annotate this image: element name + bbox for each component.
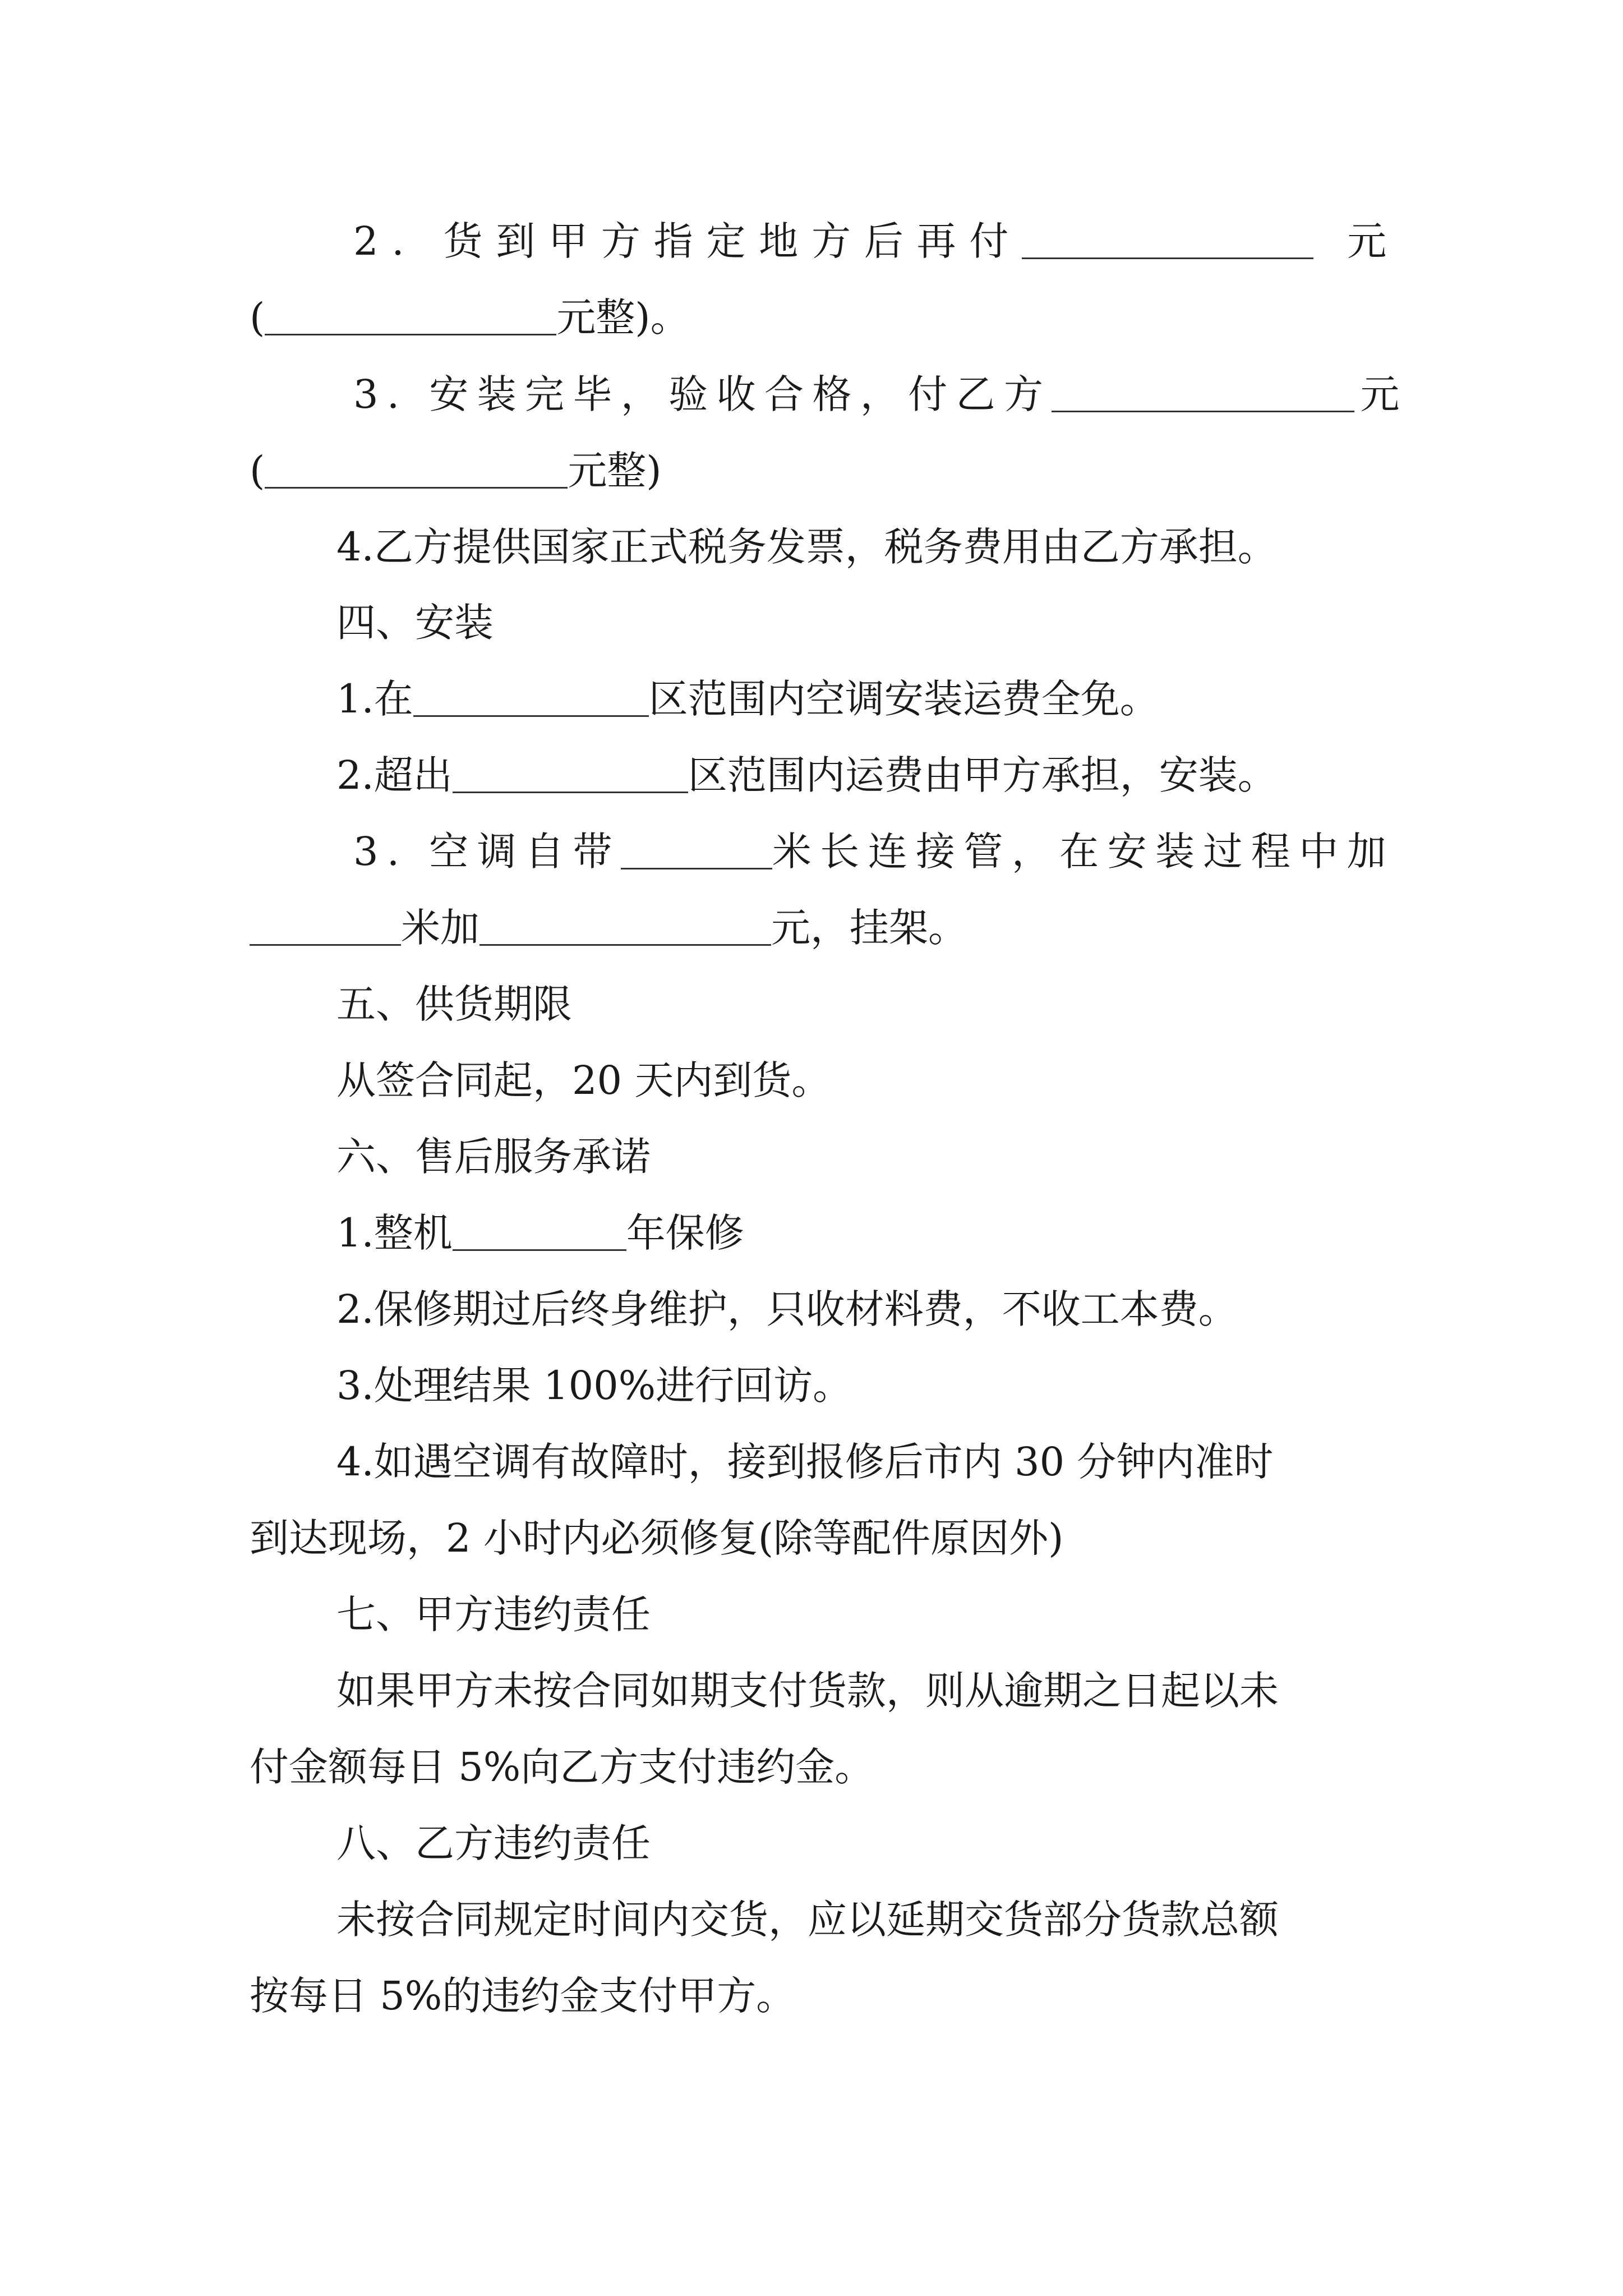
- unit-text: 元整)。: [556, 295, 690, 341]
- region-blank: [413, 676, 649, 717]
- section-7-text-line-2: [250, 1740, 1382, 1794]
- clause-text: 1.整机: [336, 1210, 453, 1256]
- clause-text: 4.乙方提供国家正式税务发票，税务费用由乙方承担。: [336, 524, 1277, 570]
- clause-4-2: [336, 748, 1382, 802]
- extra-cost-blank: [479, 905, 771, 946]
- section-7-text-line-1: [336, 1664, 1382, 1718]
- clause-text: 2.超出: [336, 752, 453, 798]
- clause-4-3-line-1: [353, 825, 1395, 878]
- section-title-text: 四、安装: [336, 600, 494, 646]
- clause-3-3-line-2: [250, 444, 1382, 498]
- warranty-years-blank: [453, 1210, 626, 1251]
- section-8-text-line-1: [336, 1893, 1382, 1947]
- clause-text: 如果甲方未按合同如期支付货款，则从逾期之日起以未: [336, 1668, 1279, 1714]
- clause-text: 区范围内运费由甲方承担，安装。: [688, 752, 1277, 798]
- clause-text: 2. 货到甲方指定地方后再付: [353, 218, 1022, 264]
- clause-text: 未按合同规定时间内交货，应以延期交货部分货款总额: [336, 1897, 1279, 1943]
- clause-text: 1.在: [336, 676, 413, 722]
- clause-3-3-line-1: [353, 367, 1400, 421]
- paren-open: (: [250, 448, 265, 494]
- clause-6-1: [336, 1206, 1382, 1260]
- section-4-title: [336, 596, 1382, 650]
- section-5-text: [336, 1053, 1382, 1107]
- section-title-text: 六、售后服务承诺: [336, 1134, 651, 1180]
- clause-text: 年保修: [626, 1210, 744, 1256]
- clause-text: 从签合同起，20 天内到货。: [336, 1057, 831, 1103]
- unit-text: 元: [1347, 218, 1387, 264]
- clause-4-1: [336, 672, 1382, 726]
- amount-words-blank: [265, 448, 568, 489]
- clause-text: 3.处理结果 100%进行回访。: [336, 1363, 852, 1409]
- clause-3-2-line-1: [353, 214, 1387, 268]
- section-6-title: [336, 1130, 1382, 1184]
- clause-text: 付金额每日 5%向乙方支付违约金。: [250, 1744, 874, 1790]
- amount-blank: [1052, 371, 1354, 412]
- section-8-text-line-2: [250, 1969, 1382, 2023]
- section-5-title: [336, 977, 1382, 1031]
- amount-words-blank: [265, 295, 556, 335]
- clause-6-4-line-1: [336, 1435, 1382, 1489]
- clause-3-2-line-2: [250, 291, 1382, 344]
- clause-4-3-line-2: [250, 901, 1382, 955]
- clause-text: 按每日 5%的违约金支付甲方。: [250, 1973, 796, 2019]
- clause-6-4-line-2: [250, 1511, 1382, 1565]
- section-7-title: [336, 1588, 1382, 1641]
- section-title-text: 七、甲方违约责任: [336, 1591, 651, 1637]
- section-title-text: 八、乙方违约责任: [336, 1820, 651, 1866]
- clause-text: 米长连接管，在安装过程中加: [772, 829, 1395, 875]
- clause-text: 3. 安装完毕，验收合格，付乙方: [353, 371, 1052, 417]
- region-blank: [453, 752, 688, 793]
- clause-6-3: [336, 1359, 1382, 1412]
- clause-text: 2.保修期过后终身维护，只收材料费，不收工本费。: [336, 1286, 1238, 1332]
- extra-length-blank: [250, 905, 401, 946]
- clause-text: 米加: [401, 905, 479, 951]
- section-8-title: [336, 1816, 1382, 1870]
- section-title-text: 五、供货期限: [336, 981, 572, 1027]
- clause-text: 3. 空调自带: [353, 829, 621, 875]
- paren-open: (: [250, 295, 265, 341]
- unit-text: 元整): [568, 448, 662, 494]
- clause-text: 到达现场，2 小时内必须修复(除等配件原因外): [250, 1515, 1064, 1561]
- clause-6-2: [336, 1282, 1382, 1336]
- clause-3-4: [336, 520, 1382, 574]
- clause-text: 4.如遇空调有故障时，接到报修后市内 30 分钟内准时: [336, 1439, 1274, 1485]
- unit-text: 元: [1360, 371, 1400, 417]
- amount-blank: [1022, 218, 1313, 259]
- clause-text: 区范围内空调安装运费全免。: [648, 676, 1159, 722]
- length-blank: [621, 829, 772, 869]
- clause-text: 元，挂架。: [771, 905, 967, 951]
